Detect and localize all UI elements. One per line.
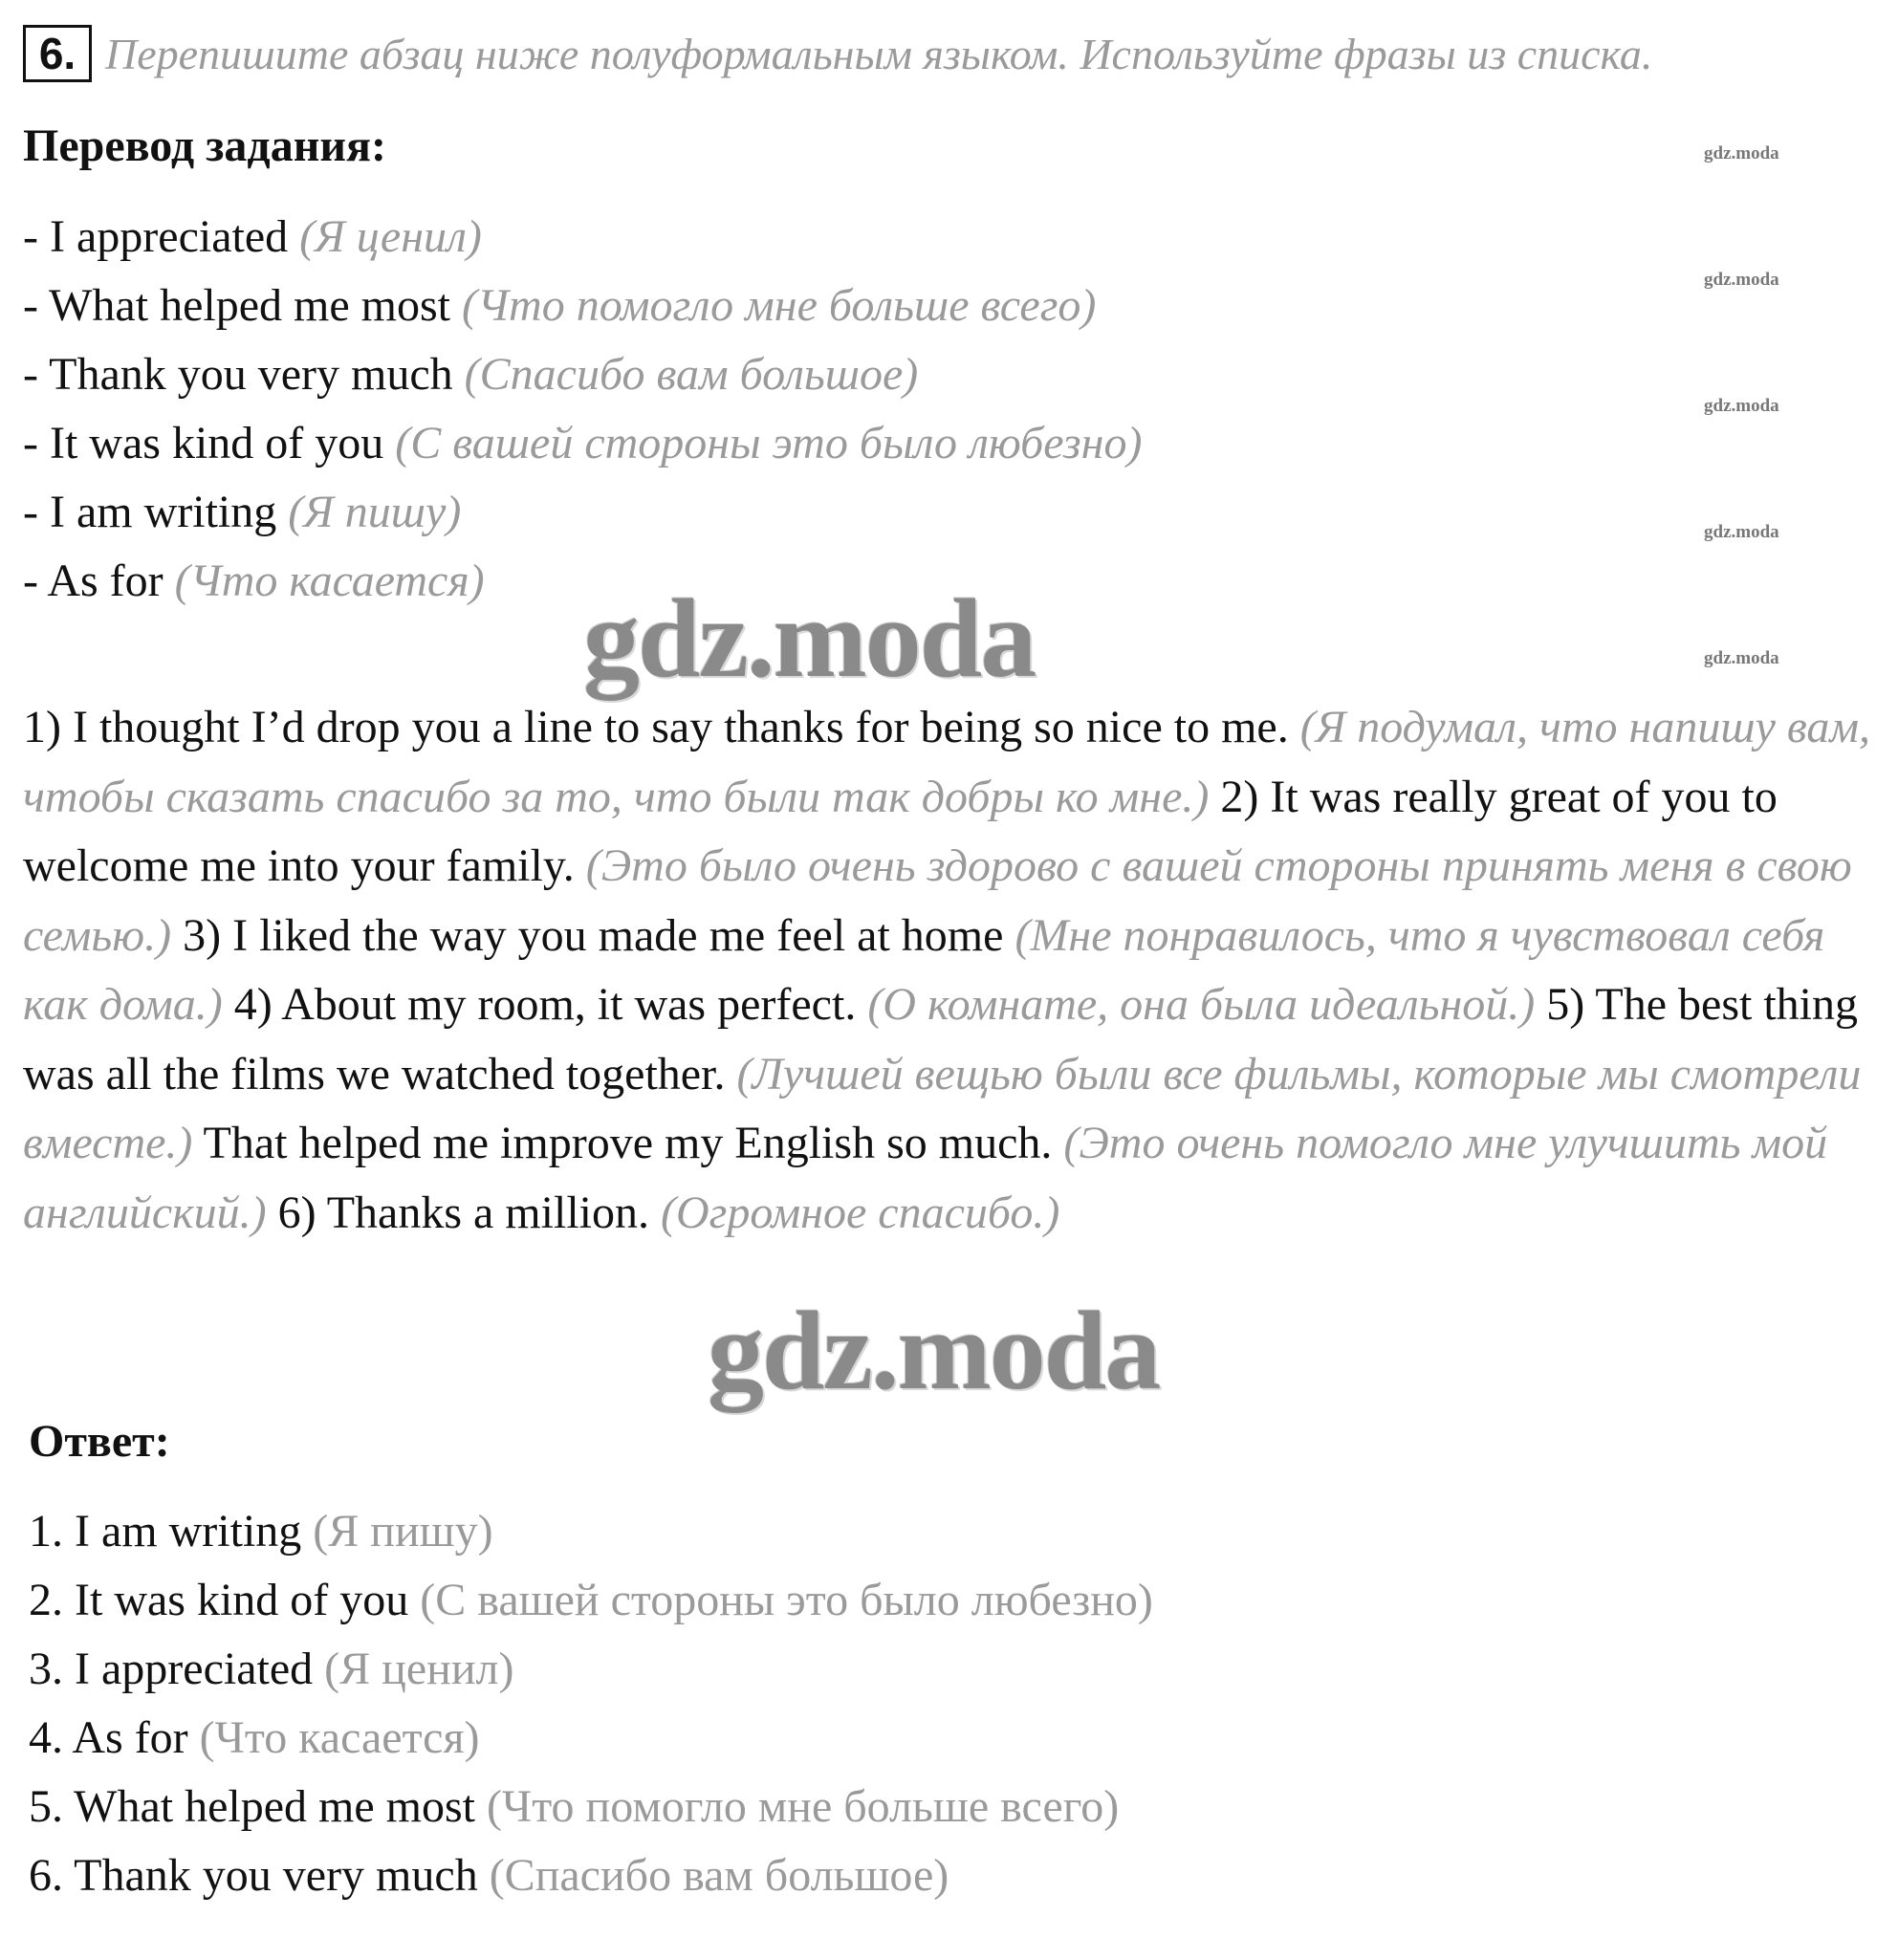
phrase-item xyxy=(23,340,918,409)
sentence-en: 3) I liked the way you made me feel at home xyxy=(183,909,1004,961)
paragraph xyxy=(23,693,1878,1248)
sentence-en: 2) It was really great of you to welcome me into your family. xyxy=(23,771,1778,891)
answer-item xyxy=(29,1635,513,1704)
answer-ru: (Я пишу) xyxy=(313,1506,493,1557)
sentence-en: 4) About my room, it was perfect. xyxy=(233,979,857,1030)
sentence-en: 5) The best thing was all the films we watched together. xyxy=(23,979,1858,1100)
answer-item xyxy=(29,1773,1119,1841)
phrase-item xyxy=(23,409,1142,478)
answer-en: 6. Thank you very much xyxy=(29,1850,478,1901)
translation-heading: Перевод задания: xyxy=(23,120,386,171)
sentence-ru: (Это очень помогло мне улучшить мой английский.) xyxy=(23,1118,1828,1238)
answer-en: 3. I appreciated xyxy=(29,1644,314,1694)
watermark-large: gdz.moda xyxy=(583,576,1036,701)
phrase-en: - Thank you very much xyxy=(23,349,453,400)
phrase-item xyxy=(23,547,485,616)
phrase-en: - I am writing xyxy=(23,487,277,537)
answer-en: 4. As for xyxy=(29,1712,188,1763)
sentence-ru: (Лучшей вещью были все фильмы, которые мы смотрели вместе.) xyxy=(23,1048,1862,1168)
phrase-en: - What helped me most xyxy=(23,280,450,331)
phrase-item xyxy=(23,272,1096,340)
phrase-ru: (Спасибо вам большое) xyxy=(464,349,919,400)
answer-item xyxy=(29,1841,949,1910)
phrase-ru: (С вашей стороны это было любезно) xyxy=(395,418,1143,468)
answer-item xyxy=(29,1497,493,1566)
phrase-ru: (Я ценил) xyxy=(299,211,482,262)
answer-ru: (Что помогло мне больше всего) xyxy=(487,1781,1120,1832)
watermark-small: gdz.moda xyxy=(1704,396,1779,416)
exercise-header xyxy=(23,25,1652,82)
sentence-en: 1) I thought I’d drop you a line to say thanks for being so nice to me. xyxy=(23,702,1289,752)
phrase-en: - As for xyxy=(23,555,164,606)
answer-heading: Ответ: xyxy=(29,1416,170,1467)
sentence-ru: (О комнате, она была идеальной.) xyxy=(867,979,1536,1030)
sentence-ru: (Я подумал, что напишу вам, чтобы сказать спасибо за то, что были так добры ко мне.) xyxy=(23,702,1871,822)
watermark-small: gdz.moda xyxy=(1704,522,1779,542)
watermark-large: gdz.moda xyxy=(708,1288,1160,1413)
phrase-item xyxy=(23,203,482,272)
answer-en: 5. What helped me most xyxy=(29,1781,476,1832)
watermark-small: gdz.moda xyxy=(1704,648,1779,668)
sentence-ru: (Это было очень здорово с вашей стороны принять меня в свою семью.) xyxy=(23,840,1852,961)
answer-item xyxy=(29,1566,1153,1635)
answer-en: 1. I am writing xyxy=(29,1506,302,1557)
sentence-en: 6) Thanks a million. xyxy=(277,1187,649,1238)
phrase-ru: (Я пишу) xyxy=(288,487,462,537)
phrase-ru: (Что касается) xyxy=(174,555,485,606)
answer-ru: (Я ценил) xyxy=(324,1644,514,1694)
answer-ru: (С вашей стороны это было любезно) xyxy=(420,1575,1153,1625)
answer-ru: (Что касается) xyxy=(199,1712,480,1763)
phrase-ru: (Что помогло мне больше всего) xyxy=(462,280,1097,331)
exercise-instruction: Перепишите абзац ниже полуформальным языком. Используйте фразы из списка. xyxy=(105,29,1653,78)
exercise-number: 6. xyxy=(23,25,92,82)
watermark-small: gdz.moda xyxy=(1704,270,1779,290)
sentence-en: That helped me improve my English so much. xyxy=(203,1118,1053,1168)
phrase-item xyxy=(23,478,461,547)
sentence-ru: (Огромное спасибо.) xyxy=(660,1187,1060,1238)
answer-item xyxy=(29,1704,480,1773)
sentence-ru: (Мне понравилось, что я чувствовал себя как дома.) xyxy=(23,909,1825,1030)
phrase-en: - I appreciated xyxy=(23,211,289,262)
answer-ru: (Спасибо вам большое) xyxy=(489,1850,949,1901)
watermark-small: gdz.moda xyxy=(1704,143,1779,163)
phrase-en: - It was kind of you xyxy=(23,418,384,468)
answer-en: 2. It was kind of you xyxy=(29,1575,409,1625)
